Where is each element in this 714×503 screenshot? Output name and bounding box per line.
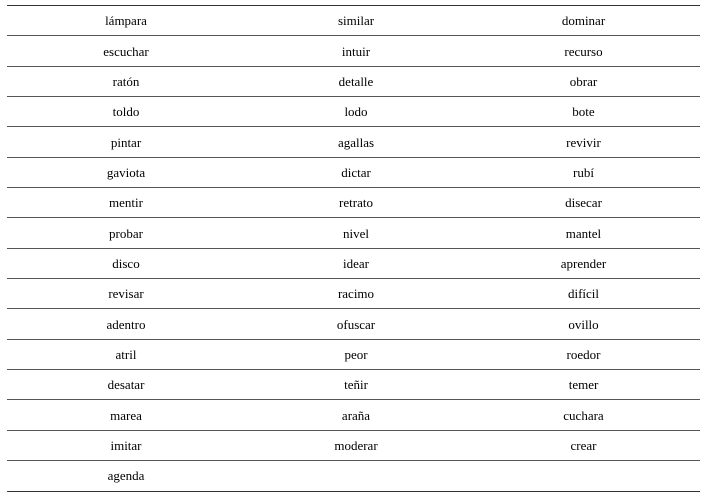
table-cell: probar	[7, 218, 245, 248]
table-cell: racimo	[245, 279, 467, 309]
table-cell: imitar	[7, 430, 245, 460]
table-cell: ratón	[7, 66, 245, 96]
table-cell	[467, 461, 700, 491]
table-cell: dictar	[245, 157, 467, 187]
table-cell: recurso	[467, 36, 700, 66]
table-row	[7, 188, 700, 218]
table-row	[7, 66, 700, 96]
table-cell: temer	[467, 370, 700, 400]
table-row	[7, 279, 700, 309]
table-row	[7, 370, 700, 400]
table-cell: moderar	[245, 430, 467, 460]
table-row	[7, 400, 700, 430]
table-cell: roedor	[467, 339, 700, 369]
table-row	[7, 430, 700, 460]
table-cell: bote	[467, 97, 700, 127]
table-cell: difícil	[467, 279, 700, 309]
table-cell: detalle	[245, 66, 467, 96]
table-cell: mantel	[467, 218, 700, 248]
table-cell: ofuscar	[245, 309, 467, 339]
table-cell: marea	[7, 400, 245, 430]
table-cell: toldo	[7, 97, 245, 127]
table-cell: teñir	[245, 370, 467, 400]
table-row	[7, 309, 700, 339]
table-row	[7, 218, 700, 248]
table-cell: lodo	[245, 97, 467, 127]
table-row	[7, 6, 700, 36]
table-cell: pintar	[7, 127, 245, 157]
table-row	[7, 461, 700, 491]
table-cell: agallas	[245, 127, 467, 157]
table-cell: ovillo	[467, 309, 700, 339]
table-row	[7, 339, 700, 369]
table-cell: araña	[245, 400, 467, 430]
table-cell: revisar	[7, 279, 245, 309]
table-cell: disco	[7, 248, 245, 278]
word-list-body	[7, 6, 700, 492]
table-cell: atril	[7, 339, 245, 369]
table-cell: disecar	[467, 188, 700, 218]
table-cell: peor	[245, 339, 467, 369]
table-cell: escuchar	[7, 36, 245, 66]
table-cell: retrato	[245, 188, 467, 218]
table-cell: nivel	[245, 218, 467, 248]
table-cell: aprender	[467, 248, 700, 278]
table-row	[7, 157, 700, 187]
table-cell	[245, 461, 467, 491]
table-cell: desatar	[7, 370, 245, 400]
table-row	[7, 127, 700, 157]
table-cell: dominar	[467, 6, 700, 36]
table-cell: mentir	[7, 188, 245, 218]
word-list-table	[7, 5, 700, 492]
table-cell: gaviota	[7, 157, 245, 187]
table-cell: intuir	[245, 36, 467, 66]
table-row	[7, 36, 700, 66]
table-cell: adentro	[7, 309, 245, 339]
table-cell: obrar	[467, 66, 700, 96]
table-cell: rubí	[467, 157, 700, 187]
table-row	[7, 97, 700, 127]
table-cell: similar	[245, 6, 467, 36]
table-cell: revivir	[467, 127, 700, 157]
table-row	[7, 248, 700, 278]
table-cell: cuchara	[467, 400, 700, 430]
table-cell: idear	[245, 248, 467, 278]
table-cell: lámpara	[7, 6, 245, 36]
table-cell: agenda	[7, 461, 245, 491]
table-cell: crear	[467, 430, 700, 460]
